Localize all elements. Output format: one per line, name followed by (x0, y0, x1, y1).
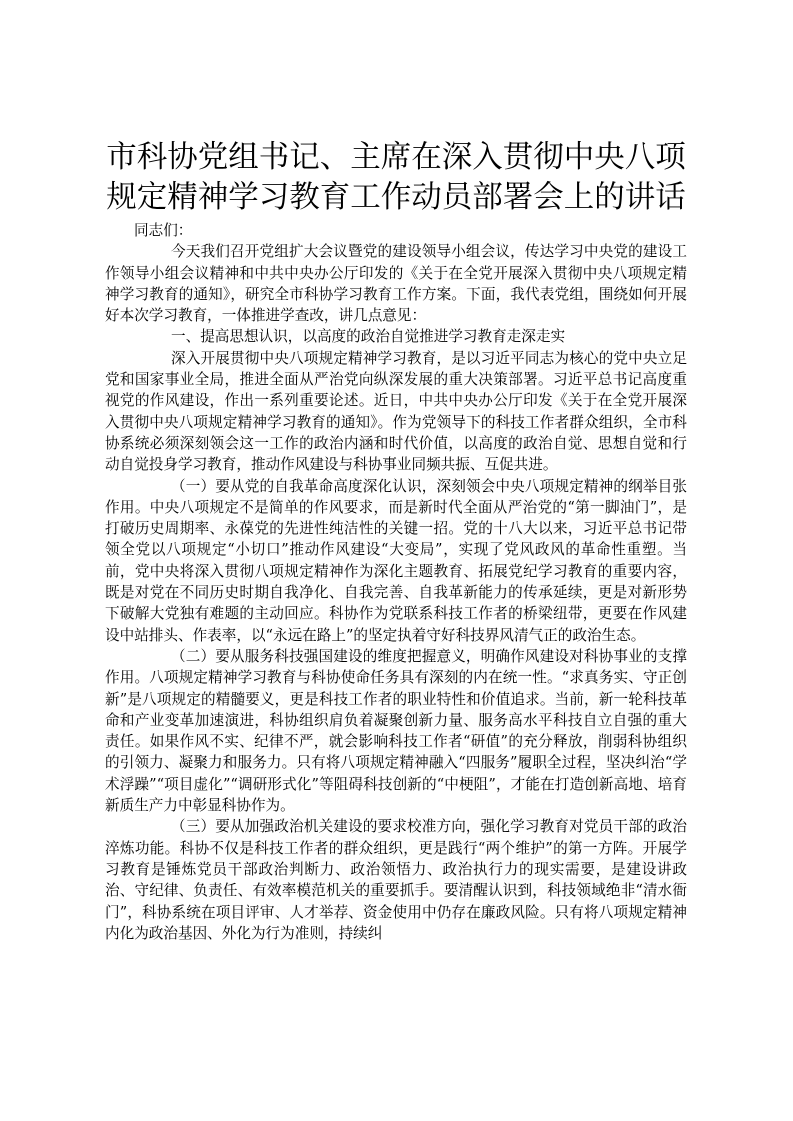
paragraph-point-2: （二）要从服务科技强国建设的维度把握意义，明确作风建设对科协事业的支撑作用。八项规定精神学习教育与科协使命任务具有深刻的内在统一性。“求真务实、守正创新”是八项规定的精髓要义，更是科技工作者的职业特性和价值追求。当前，新一轮科技革命和产业变革加速演进，科协组织肩负着凝聚创新力量、服务高水平科技自立自强的重大责任。如果作风不实、纪律不严，就会影响科技工作者“研值”的充分释放，削弱科协组织的引领力、凝聚力和服务力。只有将八项规定精神融入“四服务”履职全过程，坚决纠治“学术浮躁”“项目虚化”“调研形式化”等阻碍科技创新的“中梗阻”，才能在打造创新高地、培育新质生产力中彰显科协作为。 (105, 647, 687, 815)
document-title: 市科协党组书记、主席在深入贯彻中央八项规定精神学习教育工作动员部署会上的讲话 (106, 140, 686, 215)
paragraph-intro: 今天我们召开党组扩大会议暨党的建设领导小组会议，传达学习中央党的建设工作领导小组会议精神和中共中央办公厅印发的《关于在全党开展深入贯彻中央八项规定精神学习教育的通知》，研究全市科协学习教育工作方案。下面，我代表党组，围绕如何开展好本次学习教育，一体推进学查改，讲几点意见： (105, 243, 687, 325)
paragraph-point-3: （三）要从加强政治机关建设的要求校准方向，强化学习教育对党员干部的政治淬炼功能。科协不仅是科技工作者的群众组织，更是践行“两个维护”的第一方阵。开展学习教育是锤炼党员干部政治判断力、政治领悟力、政治执行力的现实需要，是建设讲政治、守纪律、负责任、有效率模范机关的重要抓手。要清醒认识到，科技领域绝非“清水衙门”，科协系统在项目评审、人才举荐、资金使用中仍存在廉政风险。只有将八项规定精神内化为政治基因、外化为行为准则，持续纠 (105, 818, 687, 942)
greeting: 同志们： (134, 222, 193, 239)
document-body (105, 220, 687, 944)
document-page (105, 138, 687, 944)
paragraph-section-1: 深入开展贯彻中央八项规定精神学习教育，是以习近平同志为核心的党中央立足党和国家事业全局，推进全面从严治党向纵深发展的重大决策部署。习近平总书记高度重视党的作风建设，作出一系列重要论述。近日，中共中央办公厅印发《关于在全党开展深入贯彻中央八项规定精神学习教育的通知》。作为党领导下的科技工作者群众组织，全市科协系统必须深刻领会这一工作的政治内涵和时代价值，以高度的政治自觉、思想自觉和行动自觉投身学习教育，推动作风建设与科协事业同频共振、互促共进。 (105, 349, 687, 474)
paragraph-point-1: （一）要从党的自我革命高度深化认识，深刻领会中央八项规定精神的纲举目张作用。中央八项规定不是简单的作风要求，而是新时代全面从严治党的“第一脚油门”，是打破历史周期率、永葆党的先进性纯洁性的关键一招。党的十八大以来，习近平总书记带领全党以八项规定“小切口”推动作风建设“大变局”，实现了党风政风的革命性重塑。当前，党中央将深入贯彻八项规定精神作为深化主题教育、拓展党纪学习教育的重要内容，既是对党在不同历史时期自我净化、自我完善、自我革新能力的传承延续，更是对新形势下破解大党独有难题的主动回应。科协作为党联系科技工作者的桥梁纽带，更要在作风建设中站排头、作表率，以“永远在路上”的坚定执着守好科技界风清气正的政治生态。 (105, 477, 687, 644)
section-heading-1: 一、提高思想认识，以高度的政治自觉推进学习教育走深走实 (171, 328, 566, 346)
